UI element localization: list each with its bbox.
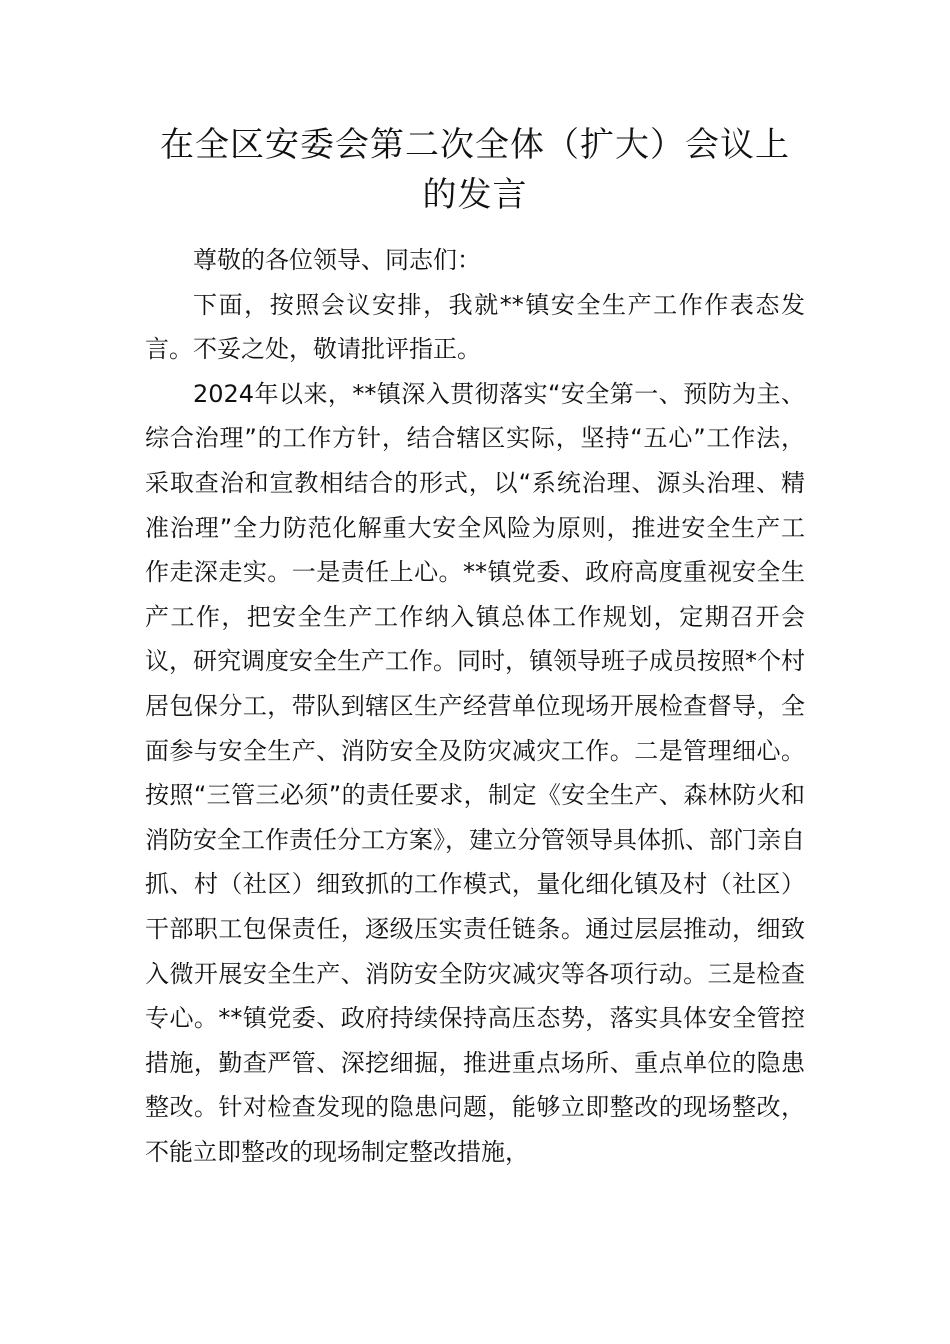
paragraph-main: 2024年以来，**镇深入贯彻落实“安全第一、预防为主、综合治理”的工作方针，结合辖区实际，坚持“五心”工作法，采取查治和宣教相结合的形式，以“系统治理、源头治理、精准治理”全力防范化解重大安全风险为原则，推进安全生产工作走深走实。一是责任上心。**镇党委、政府高度重视安全生产工作，把安全生产工作纳入镇总体工作规划，定期召开会议，研究调度安全生产工作。同时，镇领导班子成员按照*个村居包保分工，带队到辖区生产经营单位现场开展检查督导，全面参与安全生产、消防安全及防灾减灾工作。二是管理细心。按照“三管三必须”的责任要求，制定《安全生产、森林防火和消防安全工作责任分工方案》，建立分管领导具体抓、部门亲自抓、村（社区）细致抓的工作模式，量化细化镇及村（社区）干部职工包保责任，逐级压实责任链条。通过层层推动，细致入微开展安全生产、消防安全防灾减灾等各项行动。三是检查专心。**镇党委、政府持续保持高压态势，落实具体安全管控措施，勤查严管、深挖细掘，推进重点场所、重点单位的隐患整改。针对检查发现的隐患问题，能够立即整改的现场整改，不能立即整改的现场制定整改措施， — [145, 379, 805, 1166]
paragraph-intro: 下面，按照会议安排，我就**镇安全生产工作作表态发言。不妥之处，敬请批评指正。 — [145, 290, 805, 364]
document-body — [145, 238, 805, 1174]
paragraph-salutation: 尊敬的各位领导、同志们： — [193, 246, 481, 274]
document-title: 在全区安委会第二次全体（扩大）会议上的发言 — [160, 125, 790, 215]
